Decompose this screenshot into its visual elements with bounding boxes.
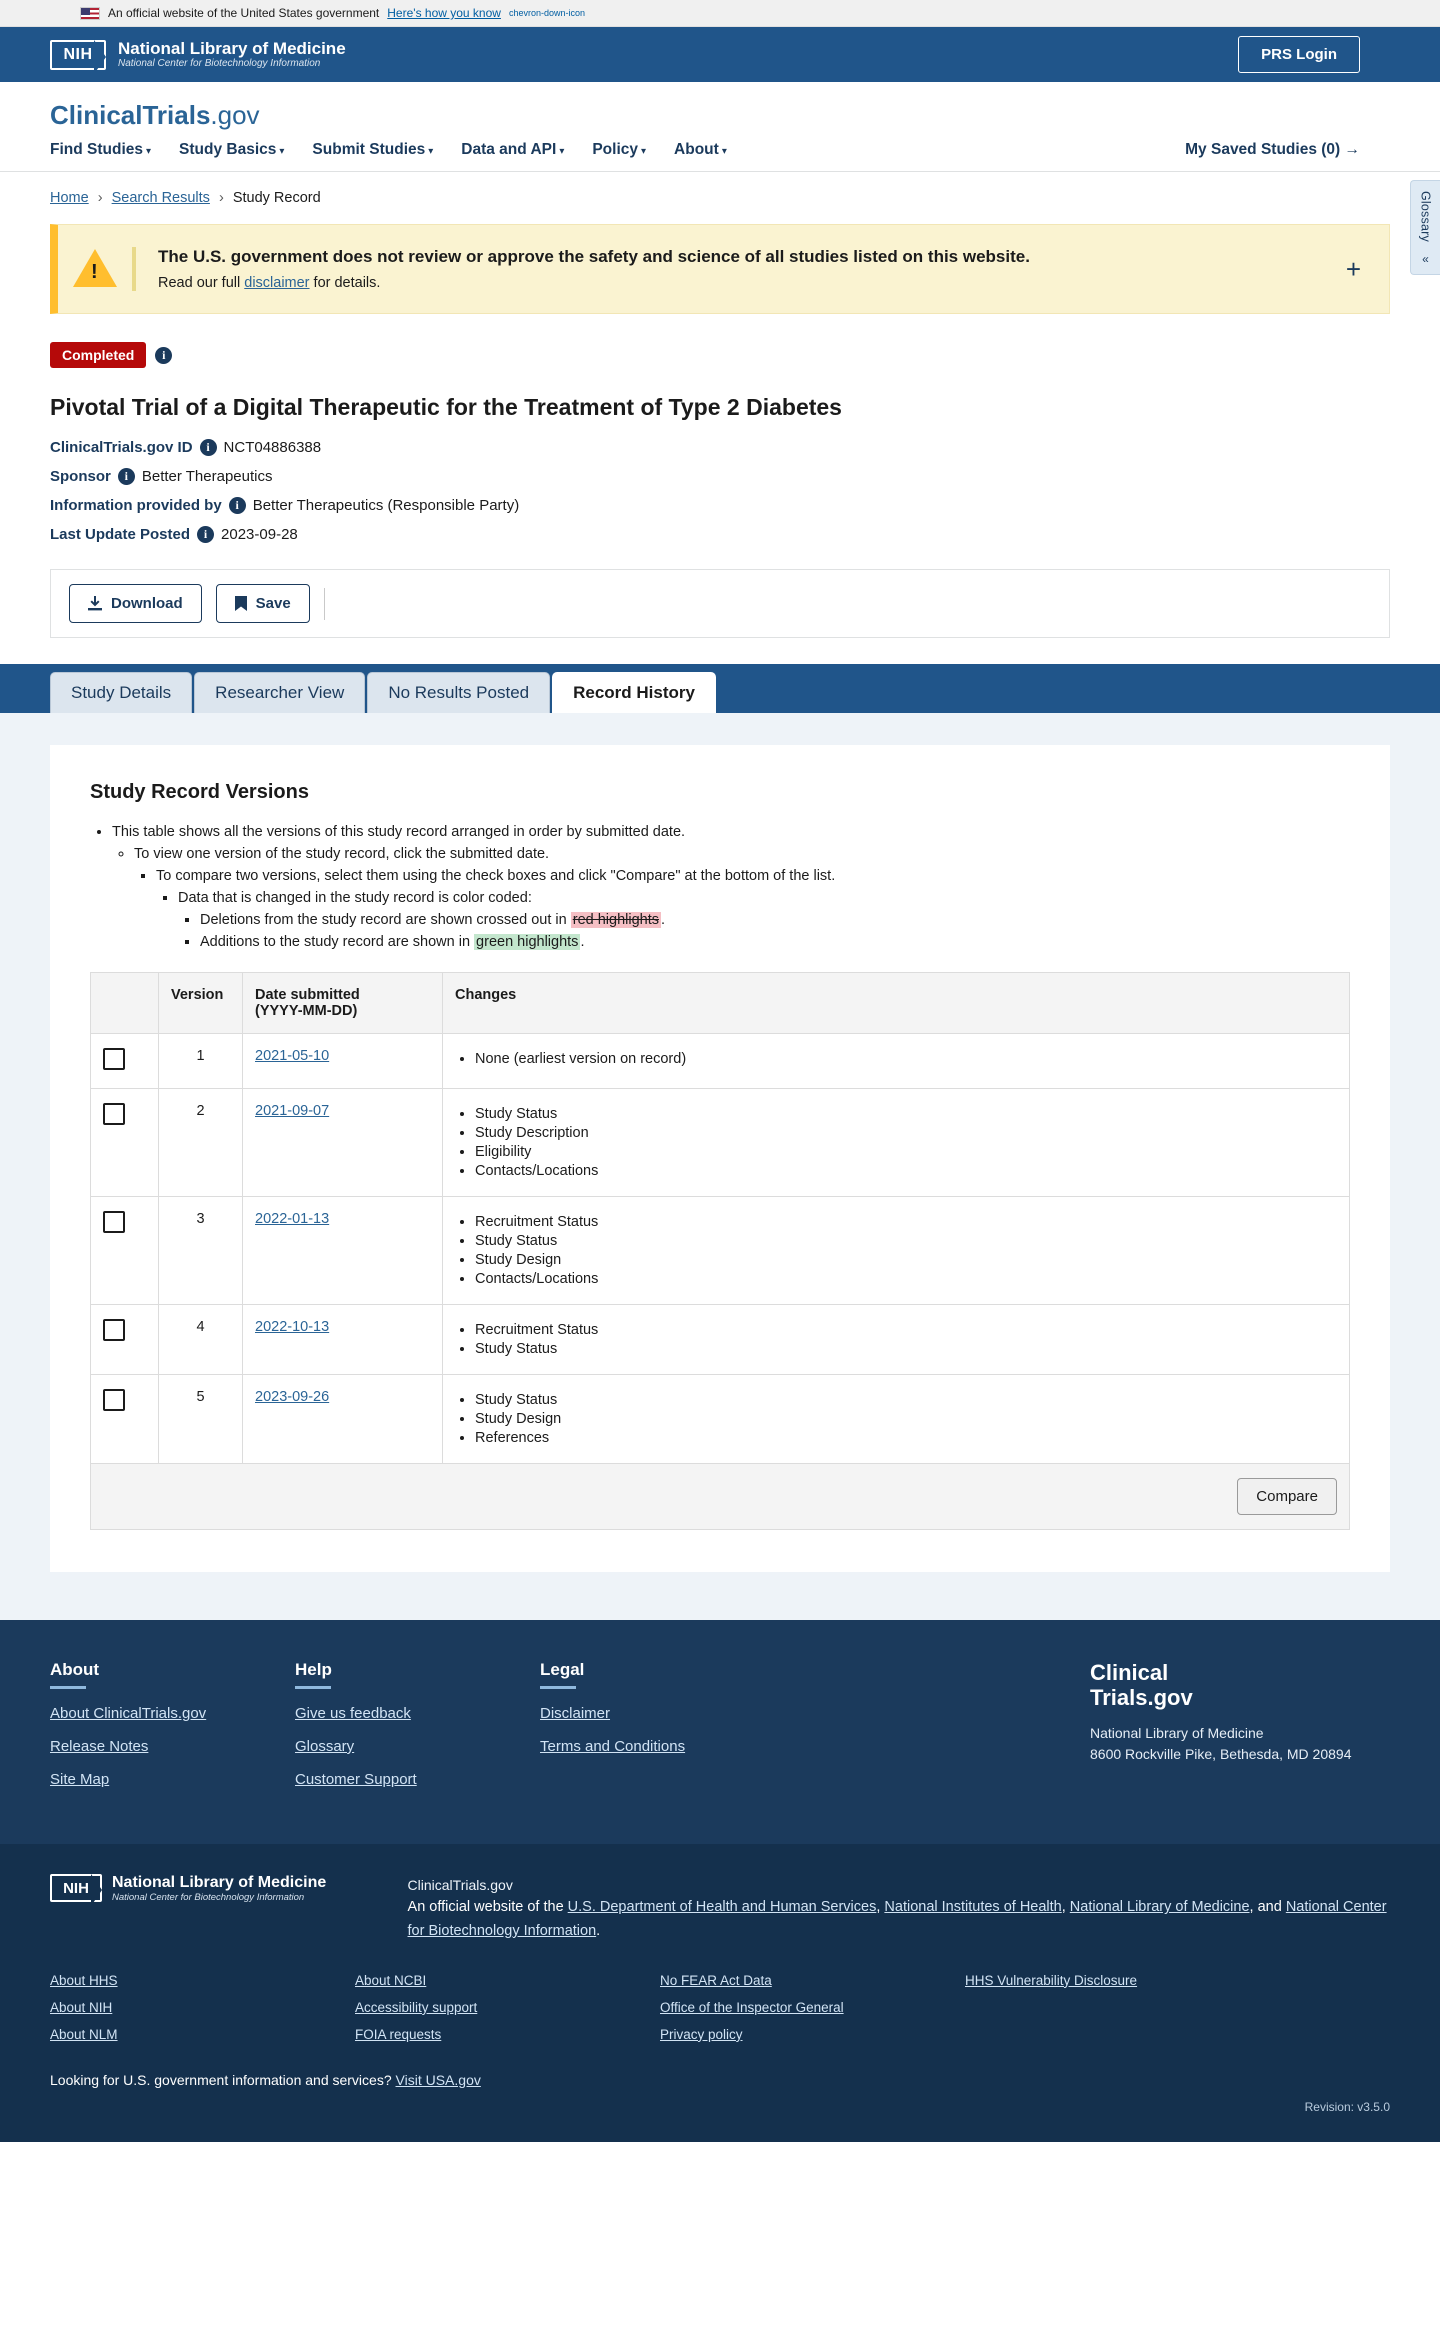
column-date-submitted: Date submitted (YYYY-MM-DD) bbox=[243, 973, 443, 1034]
change-item: • Study Status bbox=[475, 1233, 1337, 1249]
alert-expand-button[interactable]: + bbox=[1345, 254, 1361, 284]
instructions bbox=[90, 824, 1350, 950]
alert-sub-prefix: Read our full bbox=[158, 275, 245, 291]
nav-item-submit-studies[interactable] bbox=[312, 141, 433, 159]
brand-suffix: .gov bbox=[210, 100, 260, 130]
footer-brand bbox=[1090, 1660, 1390, 1804]
my-saved-studies-link[interactable]: My Saved Studies (0) → bbox=[1185, 141, 1360, 158]
table-row bbox=[91, 1375, 1350, 1464]
change-item: • Study Status bbox=[475, 1106, 1337, 1122]
row-date-cell bbox=[243, 1089, 443, 1197]
row-checkbox[interactable] bbox=[103, 1103, 125, 1125]
meta-label: Information provided by bbox=[50, 497, 222, 514]
footer-link-terms[interactable]: Terms and Conditions bbox=[540, 1738, 686, 1755]
gov-footer-link-col-3 bbox=[660, 1973, 965, 2054]
row-changes bbox=[443, 1305, 1350, 1375]
row-date-cell bbox=[243, 1305, 443, 1375]
footer-brand-address: 8600 Rockville Pike, Bethesda, MD 20894 bbox=[1090, 1745, 1352, 1762]
nav-label: Submit Studies bbox=[312, 141, 426, 158]
table-row bbox=[91, 1034, 1350, 1089]
chevron-down-icon: ▾ bbox=[428, 146, 434, 157]
meta-label: ClinicalTrials.gov ID bbox=[50, 439, 193, 456]
link-hhs[interactable]: U.S. Department of Health and Human Services bbox=[567, 1899, 877, 1916]
nav-label: Data and API bbox=[461, 141, 557, 158]
gov-footer-text: ClinicalTrials.gov An official website of the U.S. Department of Health and Human Services, National Institutes of Health, National Library of Medicine, and National Center for Biotechnology Information. bbox=[408, 1874, 1390, 1943]
version-date-link[interactable]: 2021-09-07 bbox=[255, 1103, 330, 1119]
chevron-down-icon: ▾ bbox=[641, 146, 647, 157]
footer-column-legal bbox=[540, 1660, 785, 1804]
info-icon[interactable]: i bbox=[197, 526, 214, 543]
info-icon[interactable]: i bbox=[200, 439, 217, 456]
breadcrumb bbox=[50, 190, 1360, 206]
warning-triangle-icon bbox=[58, 247, 132, 287]
record-tabs bbox=[0, 664, 1440, 713]
bookmark-icon bbox=[235, 596, 247, 611]
gov-footer-links bbox=[50, 1973, 1390, 2054]
study-header bbox=[0, 314, 1440, 543]
change-item: • Contacts/Locations bbox=[475, 1271, 1337, 1287]
alert-sub-suffix: for details. bbox=[309, 275, 381, 291]
record-history-panel bbox=[50, 745, 1390, 1572]
link-about-hhs[interactable]: About HHS bbox=[50, 1972, 118, 1988]
section-title: Study Record Versions bbox=[90, 781, 309, 803]
table-row bbox=[91, 1197, 1350, 1305]
table-header-row bbox=[91, 973, 1350, 1034]
gov-footer-nih-logo[interactable] bbox=[50, 1874, 368, 1903]
usa-gov-prefix: Looking for U.S. government information and services? bbox=[50, 2071, 392, 2088]
breadcrumb-home[interactable]: Home bbox=[50, 190, 89, 206]
instruction-item: • This table shows all the versions of this study record arranged in order by submitted date. bbox=[112, 824, 1350, 840]
gov-footer-link-col-2 bbox=[355, 1973, 660, 2054]
footer-link-release-notes[interactable]: Release Notes bbox=[50, 1738, 149, 1755]
breadcrumb-search-results[interactable]: Search Results bbox=[111, 190, 210, 206]
nih-logo[interactable]: NIH bbox=[50, 40, 106, 70]
link-no-fear-act[interactable]: No FEAR Act Data bbox=[660, 1972, 772, 1988]
breadcrumb-separator: › bbox=[218, 190, 224, 206]
change-item: • Study Status bbox=[475, 1392, 1337, 1408]
save-button[interactable] bbox=[216, 584, 310, 623]
link-usa-gov[interactable]: Visit USA.gov bbox=[395, 2071, 481, 2088]
chevron-down-icon: ▾ bbox=[146, 146, 152, 157]
chevron-left-icon: « bbox=[1422, 251, 1429, 266]
change-item: • Study Status bbox=[475, 1341, 1337, 1357]
gov-footer bbox=[0, 1844, 1440, 2142]
gov-footer-nih-title: National Library of Medicine bbox=[112, 1874, 327, 1891]
footer-brand-line2: Trials.gov bbox=[1090, 1685, 1193, 1711]
version-date-link[interactable]: 2023-09-26 bbox=[255, 1389, 330, 1405]
revision-label: Revision: v3.5.0 bbox=[1304, 2099, 1390, 2114]
nav-item-study-basics[interactable] bbox=[179, 141, 284, 159]
chevron-down-icon: ▾ bbox=[559, 146, 565, 157]
footer-heading: Help bbox=[295, 1660, 332, 1679]
usa-gov-row bbox=[50, 2072, 1390, 2088]
addition-note-prefix: Additions to the study record are shown in bbox=[200, 934, 475, 950]
footer-brand-line1: Clinical bbox=[1090, 1660, 1169, 1685]
nav-label: Policy bbox=[592, 141, 639, 158]
nih-subtitle: National Center for Biotechnology Information bbox=[118, 58, 321, 70]
brand-bar bbox=[0, 82, 1440, 131]
row-checkbox[interactable] bbox=[103, 1048, 125, 1070]
instruction-item: ▪ Data that is changed in the study record is color coded: bbox=[178, 890, 1350, 906]
gov-footer-site-name: ClinicalTrials.gov bbox=[407, 1877, 513, 1893]
alert-title: The U.S. government does not review or approve the safety and science of all studies listed on this website. bbox=[158, 247, 1030, 266]
link-ncbi[interactable]: National Center for Biotechnology Information bbox=[407, 1899, 1387, 1939]
link-inspector-general[interactable]: Office of the Inspector General bbox=[660, 1999, 844, 2015]
link-foia-requests[interactable]: FOIA requests bbox=[355, 2026, 442, 2042]
version-date-link[interactable]: 2022-10-13 bbox=[255, 1319, 330, 1335]
footer-link-customer-support[interactable]: Customer Support bbox=[295, 1771, 417, 1788]
table-row bbox=[91, 1305, 1350, 1375]
row-select-cell bbox=[91, 1375, 159, 1464]
link-hhs-vulnerability-disclosure[interactable]: HHS Vulnerability Disclosure bbox=[965, 1972, 1138, 1988]
gov-banner-link[interactable]: Here's how you know bbox=[387, 6, 501, 20]
instruction-item: ◦ To view one version of the study record, click the submitted date. bbox=[134, 846, 1350, 862]
row-changes bbox=[443, 1375, 1350, 1464]
study-action-bar bbox=[50, 569, 1390, 638]
nav-item-about[interactable] bbox=[674, 141, 727, 159]
download-button[interactable] bbox=[69, 584, 202, 623]
disclaimer-link[interactable]: disclaimer bbox=[244, 275, 310, 291]
row-date-cell bbox=[243, 1034, 443, 1089]
instruction-item: ▪ To compare two versions, select them using the check boxes and click "Compare" at the bottom of the list. bbox=[156, 868, 1350, 884]
meta-row bbox=[50, 439, 1390, 456]
footer-link-about-clinicaltrials[interactable]: About ClinicalTrials.gov bbox=[50, 1705, 207, 1722]
nih-title: National Library of Medicine bbox=[118, 38, 346, 58]
breadcrumb-current: Study Record bbox=[232, 190, 321, 206]
tab-study-details[interactable]: Study Details bbox=[50, 672, 192, 713]
compare-button[interactable]: Compare bbox=[1237, 1478, 1337, 1515]
row-select-cell bbox=[91, 1197, 159, 1305]
red-highlight-sample: red highlights bbox=[572, 912, 659, 928]
footer-link-site-map[interactable]: Site Map bbox=[50, 1771, 110, 1788]
link-about-nlm[interactable]: About NLM bbox=[50, 2026, 118, 2042]
change-item: • Contacts/Locations bbox=[475, 1163, 1337, 1179]
link-about-ncbi[interactable]: About NCBI bbox=[355, 1972, 427, 1988]
deletion-note-suffix: . bbox=[660, 912, 666, 928]
meta-value: Better Therapeutics (Responsible Party) bbox=[252, 497, 520, 514]
addition-note bbox=[200, 934, 1350, 950]
footer-link-glossary[interactable]: Glossary bbox=[295, 1738, 355, 1755]
status-badge: Completed bbox=[50, 342, 146, 368]
gov-footer-link-col-4 bbox=[965, 1973, 1270, 2054]
change-item: • Study Design bbox=[475, 1252, 1337, 1268]
version-date-link[interactable]: 2021-05-10 bbox=[255, 1048, 330, 1064]
us-flag-icon bbox=[80, 7, 100, 20]
link-nih[interactable]: National Institutes of Health bbox=[884, 1899, 1062, 1916]
row-version: 2 bbox=[159, 1089, 243, 1197]
nih-header bbox=[0, 27, 1440, 82]
row-version: 4 bbox=[159, 1305, 243, 1375]
nav-label: About bbox=[674, 141, 719, 158]
row-changes bbox=[443, 1197, 1350, 1305]
disclaimer-alert bbox=[50, 224, 1390, 314]
deletion-note-prefix: Deletions from the study record are shown crossed out in bbox=[200, 912, 571, 928]
column-select bbox=[91, 973, 159, 1034]
footer-brand-org: National Library of Medicine bbox=[1090, 1724, 1264, 1741]
gov-footer-nih-subtitle: National Center for Biotechnology Information bbox=[112, 1891, 305, 1903]
nav-item-policy[interactable] bbox=[592, 141, 646, 159]
row-version: 1 bbox=[159, 1034, 243, 1089]
meta-value: Better Therapeutics bbox=[141, 468, 273, 485]
footer-column-help bbox=[295, 1660, 540, 1804]
meta-label: Sponsor bbox=[50, 468, 111, 485]
gov-banner-text: An official website of the United States government bbox=[108, 6, 380, 20]
glossary-tab-label: Glossary bbox=[1418, 191, 1433, 242]
row-changes bbox=[443, 1034, 1350, 1089]
download-label: Download bbox=[111, 595, 183, 612]
row-changes bbox=[443, 1089, 1350, 1197]
nav-item-data-and-api[interactable] bbox=[461, 141, 564, 159]
change-item: • Recruitment Status bbox=[475, 1214, 1337, 1230]
page-title: Pivotal Trial of a Digital Therapeutic for the Treatment of Type 2 Diabetes bbox=[50, 394, 842, 420]
versions-table bbox=[90, 972, 1350, 1530]
footer-rule bbox=[295, 1686, 331, 1689]
alert-subtext bbox=[158, 275, 1030, 291]
nav-label: Study Basics bbox=[179, 141, 277, 158]
meta-value: 2023-09-28 bbox=[221, 526, 298, 543]
row-checkbox[interactable] bbox=[103, 1211, 125, 1233]
nav-label: Find Studies bbox=[50, 141, 143, 158]
info-icon[interactable]: i bbox=[229, 497, 246, 514]
row-select-cell bbox=[91, 1305, 159, 1375]
meta-value: NCT04886388 bbox=[223, 439, 322, 456]
chevron-down-icon[interactable]: chevron-down-icon bbox=[508, 8, 585, 18]
row-select-cell bbox=[91, 1089, 159, 1197]
change-item: • None (earliest version on record) bbox=[475, 1051, 1337, 1067]
site-logo[interactable] bbox=[50, 100, 1360, 131]
table-row bbox=[91, 1089, 1350, 1197]
compare-cell bbox=[91, 1464, 1350, 1530]
row-version: 3 bbox=[159, 1197, 243, 1305]
tab-researcher-view[interactable]: Researcher View bbox=[194, 672, 365, 713]
footer-rule bbox=[50, 1686, 86, 1689]
row-version: 5 bbox=[159, 1375, 243, 1464]
nav-item-find-studies[interactable] bbox=[50, 141, 151, 159]
chevron-down-icon: ▾ bbox=[279, 146, 285, 157]
meta-label: Last Update Posted bbox=[50, 526, 191, 543]
main-nav bbox=[0, 131, 1440, 172]
change-item: • Eligibility bbox=[475, 1144, 1337, 1160]
addition-note-suffix: . bbox=[580, 934, 585, 950]
link-accessibility-support[interactable]: Accessibility support bbox=[355, 1999, 478, 2015]
tab-no-results-posted[interactable]: No Results Posted bbox=[367, 672, 550, 713]
change-item: • Study Design bbox=[475, 1411, 1337, 1427]
chevron-down-icon: ▾ bbox=[721, 146, 727, 157]
download-icon bbox=[88, 596, 102, 611]
footer-heading: About bbox=[50, 1660, 100, 1679]
gov-banner bbox=[0, 0, 1440, 27]
action-divider bbox=[324, 588, 325, 620]
prs-login-button[interactable]: PRS Login bbox=[1238, 36, 1360, 73]
official-prefix: An official website of the bbox=[407, 1899, 568, 1916]
row-date-cell bbox=[243, 1375, 443, 1464]
column-changes: Changes bbox=[443, 973, 1350, 1034]
deletion-note bbox=[200, 912, 1350, 928]
green-highlight-sample: green highlights bbox=[476, 934, 579, 950]
info-icon[interactable]: i bbox=[118, 468, 135, 485]
link-about-nih[interactable]: About NIH bbox=[50, 1999, 113, 2015]
row-date-cell bbox=[243, 1197, 443, 1305]
breadcrumb-separator: › bbox=[97, 190, 103, 206]
meta-row bbox=[50, 468, 1390, 485]
footer-heading: Legal bbox=[540, 1660, 585, 1679]
meta-row bbox=[50, 526, 1390, 543]
change-item: • Study Description bbox=[475, 1125, 1337, 1141]
link-nlm[interactable]: National Library of Medicine bbox=[1069, 1899, 1250, 1916]
site-footer bbox=[0, 1620, 1440, 1844]
change-item: • References bbox=[475, 1430, 1337, 1446]
meta-row bbox=[50, 497, 1390, 514]
save-label: Save bbox=[255, 595, 291, 612]
official-and: and bbox=[1257, 1899, 1286, 1916]
tab-record-history[interactable]: Record History bbox=[552, 672, 716, 713]
glossary-tab[interactable] bbox=[1410, 180, 1440, 275]
row-checkbox[interactable] bbox=[103, 1389, 125, 1411]
footer-rule bbox=[540, 1686, 576, 1689]
study-meta-list bbox=[50, 439, 1390, 543]
main-content bbox=[0, 713, 1440, 1620]
info-icon[interactable]: i bbox=[155, 347, 172, 364]
footer-link-disclaimer[interactable]: Disclaimer bbox=[540, 1705, 611, 1722]
row-checkbox[interactable] bbox=[103, 1319, 125, 1341]
change-item: • Recruitment Status bbox=[475, 1322, 1337, 1338]
brand-name: ClinicalTrials bbox=[50, 100, 211, 130]
version-date-link[interactable]: 2022-01-13 bbox=[255, 1211, 330, 1227]
table-footer-row bbox=[91, 1464, 1350, 1530]
link-privacy-policy[interactable]: Privacy policy bbox=[660, 2026, 743, 2042]
footer-link-feedback[interactable]: Give us feedback bbox=[295, 1705, 411, 1722]
column-version: Version bbox=[159, 973, 243, 1034]
row-select-cell bbox=[91, 1034, 159, 1089]
footer-column-about bbox=[50, 1660, 295, 1804]
gov-footer-link-col-1 bbox=[50, 1973, 355, 2054]
nih-logo: NIH bbox=[50, 1874, 102, 1902]
